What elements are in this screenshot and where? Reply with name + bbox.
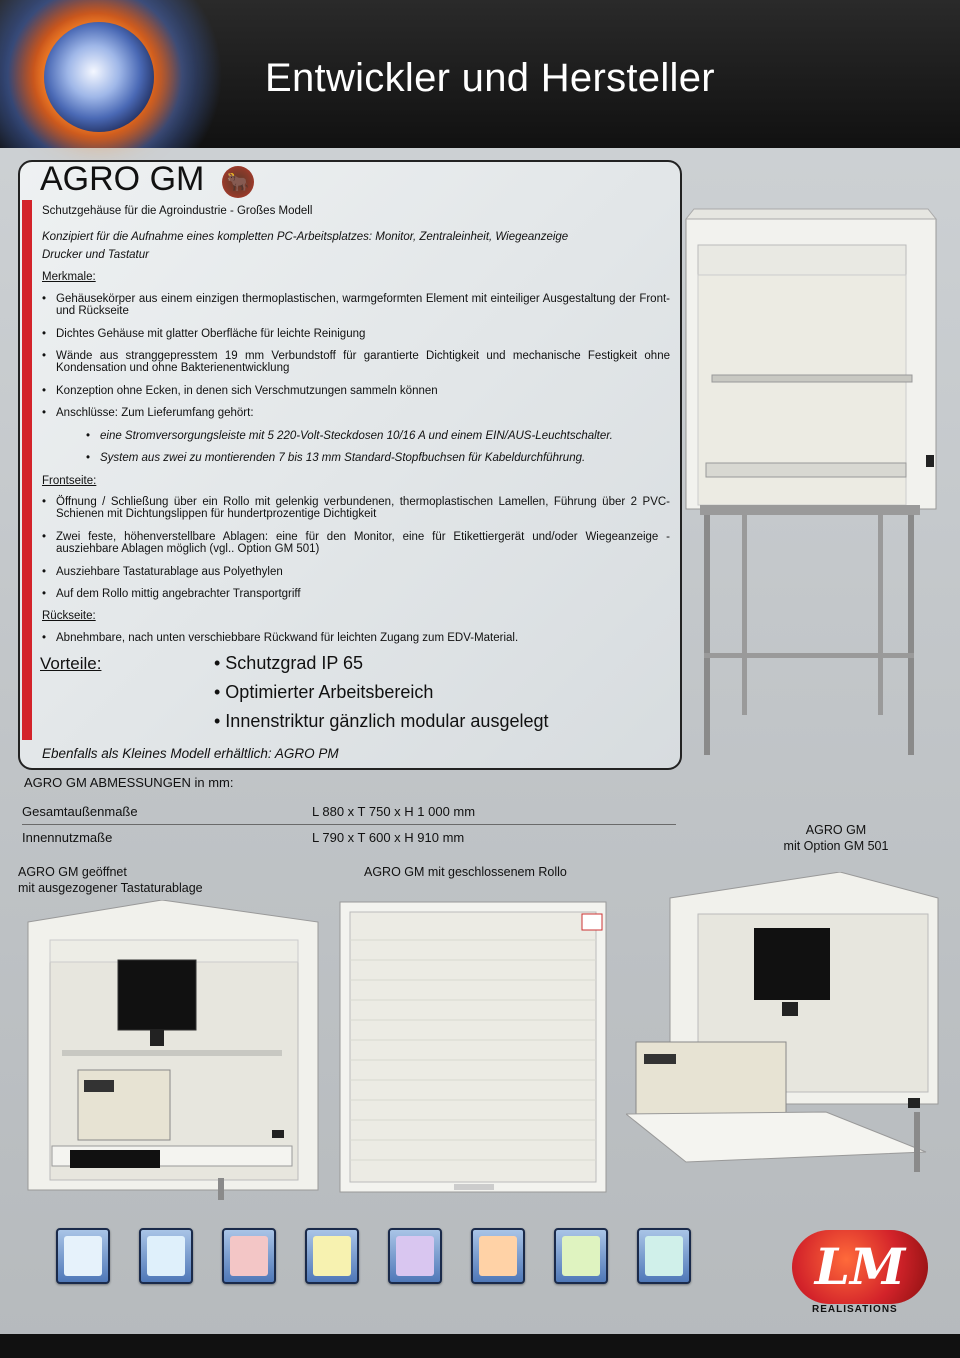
caption-open: AGRO GM geöffnet mit ausgezogener Tastaturablage (18, 865, 203, 895)
footer-bar (0, 1334, 960, 1358)
product-intro-2: Drucker und Tastatur (42, 249, 149, 261)
fire-protection-icon (471, 1228, 525, 1284)
vorteil-item: • Optimierter Arbeitsbereich (214, 682, 434, 702)
vorteil-item: • Schutzgrad IP 65 (214, 653, 364, 673)
product-photo-stand (682, 205, 942, 765)
chemical-protection-icon (222, 1228, 276, 1284)
vibration-protection-icon (554, 1228, 608, 1284)
photo-cabinet-open (22, 900, 322, 1200)
photo-cabinet-closed (338, 900, 610, 1198)
header-banner (0, 0, 960, 148)
globe-graphic (44, 22, 154, 132)
emc-protection-icon (637, 1228, 691, 1284)
frontseite-heading: Frontseite: (42, 475, 97, 487)
impact-protection-icon (388, 1228, 442, 1284)
bull-icon: 🐂 (222, 166, 254, 198)
rueckseite-heading: Rückseite: (42, 610, 96, 622)
lm-logo: LM (792, 1230, 928, 1304)
product-intro: Konzipiert für die Aufnahme eines kompletten PC-Arbeitsplatzes: Monitor, Zentraleinheit, Wiegeanzeige (42, 231, 569, 243)
table-row: Innennutzmaße L 790 x T 600 x H 910 mm (22, 830, 465, 845)
water-protection-icon (139, 1228, 193, 1284)
product-title: AGRO GM (40, 160, 205, 198)
table-row: Gesamtaußenmaße L 880 x T 750 x H 1 000 mm (22, 800, 676, 825)
vorteile-label: Vorteile: (40, 654, 102, 673)
merkmale-heading: Merkmale: (42, 271, 96, 283)
logo-text: REALISATIONS (812, 1304, 898, 1315)
dimensions-heading: AGRO GM ABMESSUNGEN in mm: (24, 775, 234, 790)
cold-protection-icon (56, 1228, 110, 1284)
caption-closed: AGRO GM mit geschlossenem Rollo (364, 865, 567, 879)
photo-cabinet-option (626, 872, 944, 1178)
caption-option: AGRO GM mit Option GM 501 (783, 823, 889, 853)
electric-protection-icon (305, 1228, 359, 1284)
also-available-note: Ebenfalls als Kleines Modell erhältlich: AGRO PM (42, 746, 339, 761)
vorteil-item: • Innenstriktur gänzlich modular ausgelegt (214, 711, 549, 731)
page-title: Entwickler und Hersteller (265, 56, 715, 100)
product-subtitle: Schutzgehäuse für die Agroindustrie - Großes Modell (42, 205, 313, 217)
accent-bar (22, 200, 32, 740)
